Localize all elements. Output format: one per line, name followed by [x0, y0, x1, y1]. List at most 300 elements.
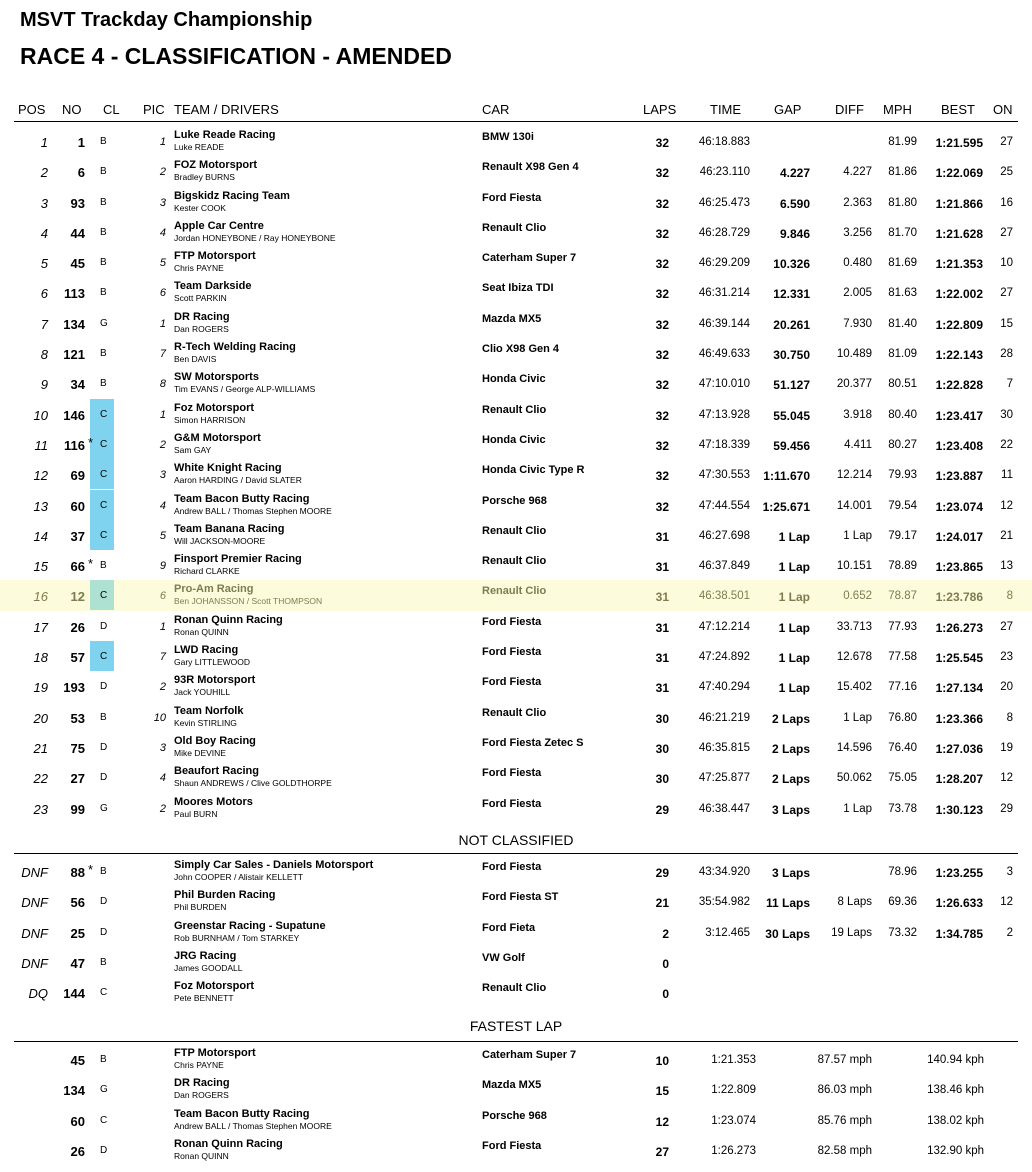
car-number: 6 [77, 165, 85, 181]
car-model: Ford Fieta [482, 921, 536, 934]
position: 19 [33, 680, 48, 696]
header-divider [14, 121, 1018, 122]
best-lap: 1:25.545 [935, 651, 983, 666]
speed-kph: 138.46 kph [927, 1084, 984, 1097]
table-row [0, 550, 1032, 580]
class: D [100, 1144, 108, 1156]
avg-mph: 81.86 [888, 166, 917, 179]
avg-mph: 69.36 [888, 896, 917, 909]
position: 14 [33, 528, 48, 544]
race-time: 35:54.982 [698, 896, 750, 909]
best-lap: 1:22.828 [935, 378, 983, 393]
position: 12 [33, 468, 48, 484]
col-pic: PIC [143, 102, 165, 117]
driver-names: Ronan QUINN [174, 1150, 229, 1161]
position-in-class: 6 [159, 590, 166, 603]
lap-time: 1:26.273 [711, 1144, 756, 1157]
position: 4 [40, 225, 48, 241]
not-classified-table [0, 856, 1032, 1007]
laps: 32 [655, 378, 669, 393]
best-on-lap: 29 [1000, 802, 1013, 815]
class: D [100, 681, 108, 693]
laps: 32 [655, 226, 669, 241]
team-name: Apple Car Centre [174, 219, 264, 232]
driver-names: Paul BURN [174, 808, 218, 819]
laps: 0 [662, 956, 669, 971]
team-name: Team Darkside [174, 280, 252, 293]
class: D [100, 772, 108, 784]
best-on-lap: 7 [1006, 378, 1013, 391]
driver-names: Andrew BALL / Thomas Stephen MOORE [174, 505, 332, 516]
class: B [100, 136, 107, 147]
gap: 2 Laps [771, 741, 810, 756]
class: C [100, 651, 108, 663]
car-number: 45 [70, 1053, 85, 1068]
best-on-lap: 25 [1000, 166, 1013, 179]
position-in-class: 10 [153, 711, 166, 724]
session-title: RACE 4 - CLASSIFICATION - AMENDED [20, 43, 452, 69]
best-on-lap: 8 [1006, 590, 1013, 603]
status: DQ [28, 986, 48, 1002]
gap: 2 Laps [771, 711, 810, 726]
best-lap: 1:23.408 [935, 438, 983, 453]
team-name: SW Motorsports [174, 371, 259, 384]
table-row [0, 368, 1032, 398]
table-row [0, 1105, 1032, 1135]
laps: 32 [655, 257, 669, 272]
car-model: Ford Fiesta [482, 646, 542, 659]
diff: 15.402 [836, 681, 872, 694]
class: D [100, 620, 108, 632]
lap-number: 12 [655, 1114, 669, 1129]
car-model: Honda Civic Type R [482, 464, 585, 477]
driver-names: Sam GAY [174, 444, 212, 455]
team-name: DR Racing [174, 310, 230, 323]
class: C [100, 529, 108, 541]
gap: 1:11.670 [763, 469, 810, 484]
avg-mph: 73.78 [888, 802, 917, 815]
class: B [100, 166, 107, 178]
position: 7 [40, 316, 48, 332]
position-in-class: 2 [159, 166, 166, 179]
lap-number: 27 [655, 1144, 669, 1159]
avg-mph: 79.93 [888, 469, 917, 482]
best-on-lap: 11 [1001, 469, 1013, 482]
table-row [0, 702, 1032, 732]
driver-names: Richard CLARKE [174, 566, 240, 577]
car-model: Porsche 968 [482, 494, 547, 507]
class: D [100, 926, 108, 938]
gap: 2 Laps [771, 772, 810, 787]
col-gap: GAP [774, 102, 802, 117]
laps: 29 [655, 866, 669, 880]
gap: 1 Lap [778, 560, 810, 575]
avg-mph: 77.16 [888, 681, 917, 694]
table-row [0, 520, 1032, 550]
penalty-star: * [88, 556, 94, 572]
table-row [0, 947, 1032, 977]
speed-mph: 86.03 mph [817, 1084, 872, 1097]
team-name: Team Bacon Butty Racing [174, 492, 310, 505]
car-model: Renault Clio [482, 585, 547, 598]
diff: 1 Lap [843, 711, 872, 724]
class: B [100, 560, 107, 572]
position-in-class: 4 [159, 499, 166, 512]
diff: 12.214 [836, 469, 872, 482]
lap-time: 1:23.074 [711, 1114, 756, 1127]
col-team: TEAM / DRIVERS [174, 102, 279, 117]
driver-names: Chris PAYNE [174, 263, 224, 274]
table-row [0, 580, 1032, 610]
position: 3 [40, 195, 48, 211]
class: C [100, 1114, 108, 1126]
avg-mph: 81.09 [888, 348, 917, 361]
gap: 11 Laps [765, 896, 810, 911]
laps: 32 [655, 348, 669, 363]
best-on-lap: 3 [1006, 866, 1013, 878]
car-number: 27 [70, 771, 85, 787]
class: B [100, 711, 107, 723]
race-time: 47:12.214 [698, 620, 750, 633]
column-header-row [0, 102, 1032, 120]
driver-names: Ronan QUINN [174, 626, 229, 637]
lap-number: 15 [655, 1084, 669, 1099]
car-number: 113 [64, 286, 85, 302]
laps: 32 [655, 408, 669, 423]
race-time: 47:30.553 [698, 469, 750, 482]
car-number: 1 [77, 135, 85, 150]
driver-names: John COOPER / Alistair KELLETT [174, 872, 303, 882]
position-in-class: 2 [159, 681, 166, 694]
race-time: 46:37.849 [698, 560, 750, 573]
car-number: 121 [63, 347, 85, 363]
table-row [0, 247, 1032, 277]
car-number: 66 [70, 559, 85, 575]
car-model: Ford Fiesta [482, 861, 542, 873]
car-model: Renault X98 Gen 4 [482, 161, 579, 174]
car-model: Caterham Super 7 [482, 252, 577, 265]
table-row [0, 490, 1032, 520]
gap: 12.331 [773, 287, 810, 302]
status: DNF [21, 955, 48, 971]
diff: 0.480 [843, 257, 872, 270]
position: 8 [40, 347, 48, 363]
diff: 14.596 [836, 741, 872, 754]
laps: 0 [662, 987, 669, 1002]
driver-names: Gary LITTLEWOOD [174, 657, 251, 668]
car-model: Caterham Super 7 [482, 1049, 577, 1061]
col-best: BEST [941, 102, 975, 117]
status: DNF [21, 895, 48, 911]
best-on-lap: 2 [1006, 926, 1013, 939]
position: 20 [33, 710, 48, 726]
table-row [0, 1074, 1032, 1104]
diff: 1 Lap [843, 802, 872, 815]
race-time: 47:40.294 [698, 681, 750, 694]
class: B [100, 866, 107, 877]
best-lap: 1:34.785 [935, 926, 983, 941]
diff: 10.489 [836, 348, 872, 361]
position-in-class: 4 [159, 772, 166, 785]
race-time: 47:13.928 [698, 408, 750, 421]
avg-mph: 78.87 [888, 590, 917, 603]
team-name: Moores Motors [174, 795, 253, 808]
position: 2 [40, 165, 48, 181]
car-number: 146 [63, 407, 85, 423]
car-model: Ford Fiesta [482, 615, 542, 628]
gap: 1:25.671 [762, 499, 810, 514]
race-time: 46:31.214 [698, 287, 750, 300]
position: 16 [33, 589, 48, 605]
gap: 4.227 [779, 166, 810, 181]
diff: 50.062 [836, 772, 872, 785]
car-model: Renault Clio [482, 524, 547, 537]
car-model: Ford Fiesta [482, 191, 542, 204]
driver-names: Jack YOUHILL [174, 687, 231, 698]
car-number: 56 [70, 895, 85, 911]
penalty-star: * [88, 862, 94, 877]
team-name: White Knight Racing [174, 462, 282, 475]
team-name: FOZ Motorsport [174, 159, 258, 172]
car-number: 144 [63, 986, 85, 1002]
team-name: Old Boy Racing [174, 734, 256, 747]
gap: 3 Laps [771, 866, 810, 880]
fastest-lap-title: FASTEST LAP [469, 1018, 563, 1034]
best-on-lap: 27 [1000, 136, 1013, 148]
avg-mph: 77.58 [888, 651, 917, 664]
table-row [0, 1044, 1032, 1074]
team-name: Foz Motorsport [174, 401, 255, 414]
car-model: Renault Clio [482, 982, 547, 995]
car-model: Ford Fiesta [482, 767, 542, 780]
diff: 2.363 [843, 196, 872, 209]
avg-mph: 81.63 [888, 287, 917, 300]
class: B [100, 226, 107, 238]
speed-kph: 138.02 kph [927, 1114, 984, 1127]
car-number: 25 [70, 925, 85, 941]
class: D [100, 741, 108, 753]
position: 21 [33, 740, 48, 756]
race-time: 46:21.219 [698, 711, 750, 724]
diff: 33.713 [836, 620, 872, 633]
race-time: 46:18.883 [698, 136, 750, 148]
avg-mph: 79.17 [888, 529, 917, 542]
penalty-star: * [88, 434, 94, 450]
table-row [0, 793, 1032, 823]
car-number: 99 [70, 801, 85, 817]
position-in-class: 7 [159, 348, 166, 361]
table-row [0, 187, 1032, 217]
laps: 32 [655, 136, 669, 150]
class: B [100, 257, 107, 269]
best-lap: 1:22.809 [935, 317, 983, 332]
avg-mph: 75.05 [888, 772, 917, 785]
best-on-lap: 13 [1000, 560, 1013, 573]
best-lap: 1:28.207 [935, 772, 983, 787]
avg-mph: 79.54 [888, 499, 917, 512]
race-time: 46:29.209 [698, 257, 750, 270]
position: 6 [40, 286, 48, 302]
col-on: ON [993, 102, 1013, 117]
gap: 10.326 [773, 257, 810, 272]
car-model: Renault Clio [482, 403, 547, 416]
table-row [0, 732, 1032, 762]
race-time: 46:28.729 [698, 226, 750, 239]
car-model: Seat Ibiza TDI [482, 282, 554, 295]
best-lap: 1:23.255 [935, 866, 983, 880]
car-number: 116 [64, 437, 85, 453]
best-lap: 1:24.017 [935, 529, 983, 544]
car-number: 60 [70, 1113, 85, 1129]
team-name: Foz Motorsport [174, 980, 255, 993]
avg-mph: 78.96 [888, 866, 917, 878]
race-time: 46:49.633 [698, 348, 750, 361]
position: 11 [34, 437, 48, 453]
position-in-class: 8 [159, 378, 166, 391]
car-model: Renault Clio [482, 221, 547, 234]
fastest-lap-table [0, 1044, 1032, 1165]
gap: 55.045 [773, 408, 810, 423]
car-number: 93 [70, 195, 85, 211]
best-lap: 1:22.069 [935, 166, 983, 181]
car-number: 44 [70, 225, 85, 241]
car-number: 193 [63, 680, 85, 696]
gap: 30.750 [773, 348, 810, 363]
class: D [100, 896, 108, 908]
table-row [0, 338, 1032, 368]
car-model: BMW 130i [482, 131, 534, 143]
status: DNF [21, 865, 48, 880]
table-row [0, 308, 1032, 338]
gap: 1 Lap [778, 651, 810, 666]
race-time: 46:38.501 [698, 590, 750, 603]
driver-names: Kester COOK [174, 202, 226, 213]
race-time: 47:44.554 [698, 499, 750, 512]
driver-names: Aaron HARDING / David SLATER [174, 475, 302, 486]
avg-mph: 81.80 [888, 196, 917, 209]
class: G [100, 802, 108, 814]
best-on-lap: 12 [1000, 499, 1013, 512]
team-name: R-Tech Welding Racing [174, 341, 296, 354]
driver-names: James GOODALL [174, 962, 243, 973]
laps: 32 [655, 287, 669, 302]
laps: 31 [655, 560, 669, 575]
car-number: 47 [70, 955, 85, 971]
position: 9 [40, 377, 48, 393]
best-on-lap: 28 [1000, 348, 1013, 361]
gap: 20.261 [773, 317, 810, 332]
position: 15 [33, 559, 48, 575]
best-lap: 1:22.002 [935, 287, 983, 302]
race-time: 3:12.465 [705, 926, 750, 939]
laps: 31 [655, 590, 669, 605]
best-on-lap: 23 [1000, 651, 1013, 664]
race-time: 46:23.110 [699, 166, 750, 179]
col-laps: LAPS [643, 102, 677, 117]
table-row [0, 429, 1032, 459]
team-name: Team Banana Racing [174, 522, 285, 535]
table-row [0, 886, 1032, 916]
col-cl: CL [103, 102, 120, 117]
best-lap: 1:21.866 [935, 196, 983, 211]
race-time: 47:25.877 [698, 772, 750, 785]
team-name: Luke Reade Racing [174, 129, 276, 141]
car-number: 88 [70, 865, 85, 880]
position-in-class: 1 [159, 136, 166, 148]
team-name: FTP Motorsport [174, 1047, 256, 1059]
diff: 4.227 [843, 166, 872, 179]
gap: 30 Laps [765, 926, 810, 941]
not-classified-title: NOT CLASSIFIED [458, 832, 574, 848]
avg-mph: 81.70 [888, 226, 917, 239]
position: 22 [33, 771, 48, 787]
class: C [100, 408, 108, 420]
class: C [100, 499, 108, 511]
team-name: DR Racing [174, 1077, 230, 1090]
laps: 32 [655, 469, 669, 484]
car-model: Honda Civic [482, 433, 546, 446]
lap-time: 1:21.353 [711, 1054, 756, 1066]
car-model: Renault Clio [482, 555, 547, 568]
car-number: 26 [70, 619, 85, 635]
driver-names: Bradley BURNS [174, 172, 235, 183]
gap: 1 Lap [778, 590, 810, 605]
avg-mph: 73.32 [888, 926, 917, 939]
laps: 2 [662, 926, 669, 941]
best-on-lap: 8 [1006, 711, 1013, 724]
team-name: FTP Motorsport [174, 250, 256, 263]
laps: 32 [655, 196, 669, 211]
diff: 1 Lap [843, 529, 872, 542]
driver-names: Dan ROGERS [174, 1090, 229, 1101]
car-number: 37 [70, 528, 85, 544]
car-model: Ford Fiesta [482, 1139, 542, 1152]
car-model: VW Golf [482, 951, 525, 964]
gap: 3 Laps [771, 802, 810, 817]
car-number: 75 [70, 740, 85, 756]
team-name: Greenstar Racing - Supatune [174, 919, 326, 932]
position-in-class: 7 [159, 651, 166, 664]
best-on-lap: 27 [1000, 287, 1013, 300]
avg-mph: 81.69 [888, 257, 917, 270]
position-in-class: 5 [159, 257, 166, 270]
classification-table [0, 126, 1032, 823]
avg-mph: 80.40 [888, 408, 917, 421]
best-on-lap: 12 [1000, 896, 1013, 909]
class: B [100, 196, 107, 208]
race-time: 46:39.144 [698, 317, 750, 330]
table-row [0, 156, 1032, 186]
speed-kph: 132.90 kph [927, 1144, 984, 1157]
driver-names: Jordan HONEYBONE / Ray HONEYBONE [174, 232, 336, 243]
team-name: JRG Racing [174, 949, 237, 962]
race-time: 43:34.920 [698, 866, 750, 878]
position-in-class: 6 [159, 287, 166, 300]
position: 13 [33, 498, 48, 514]
table-row [0, 762, 1032, 792]
team-name: Bigskidz Racing Team [174, 189, 290, 202]
best-lap: 1:26.633 [935, 896, 983, 911]
best-lap: 1:27.036 [935, 741, 983, 756]
best-on-lap: 20 [1000, 681, 1013, 694]
driver-names: Dan ROGERS [174, 323, 229, 334]
driver-names: Luke READE [174, 142, 225, 152]
driver-names: Tim EVANS / George ALP-WILLIAMS [174, 384, 316, 395]
avg-mph: 77.93 [888, 620, 917, 633]
race-time: 47:24.892 [698, 651, 750, 664]
laps: 30 [655, 711, 669, 726]
car-model: Honda Civic [482, 373, 546, 386]
